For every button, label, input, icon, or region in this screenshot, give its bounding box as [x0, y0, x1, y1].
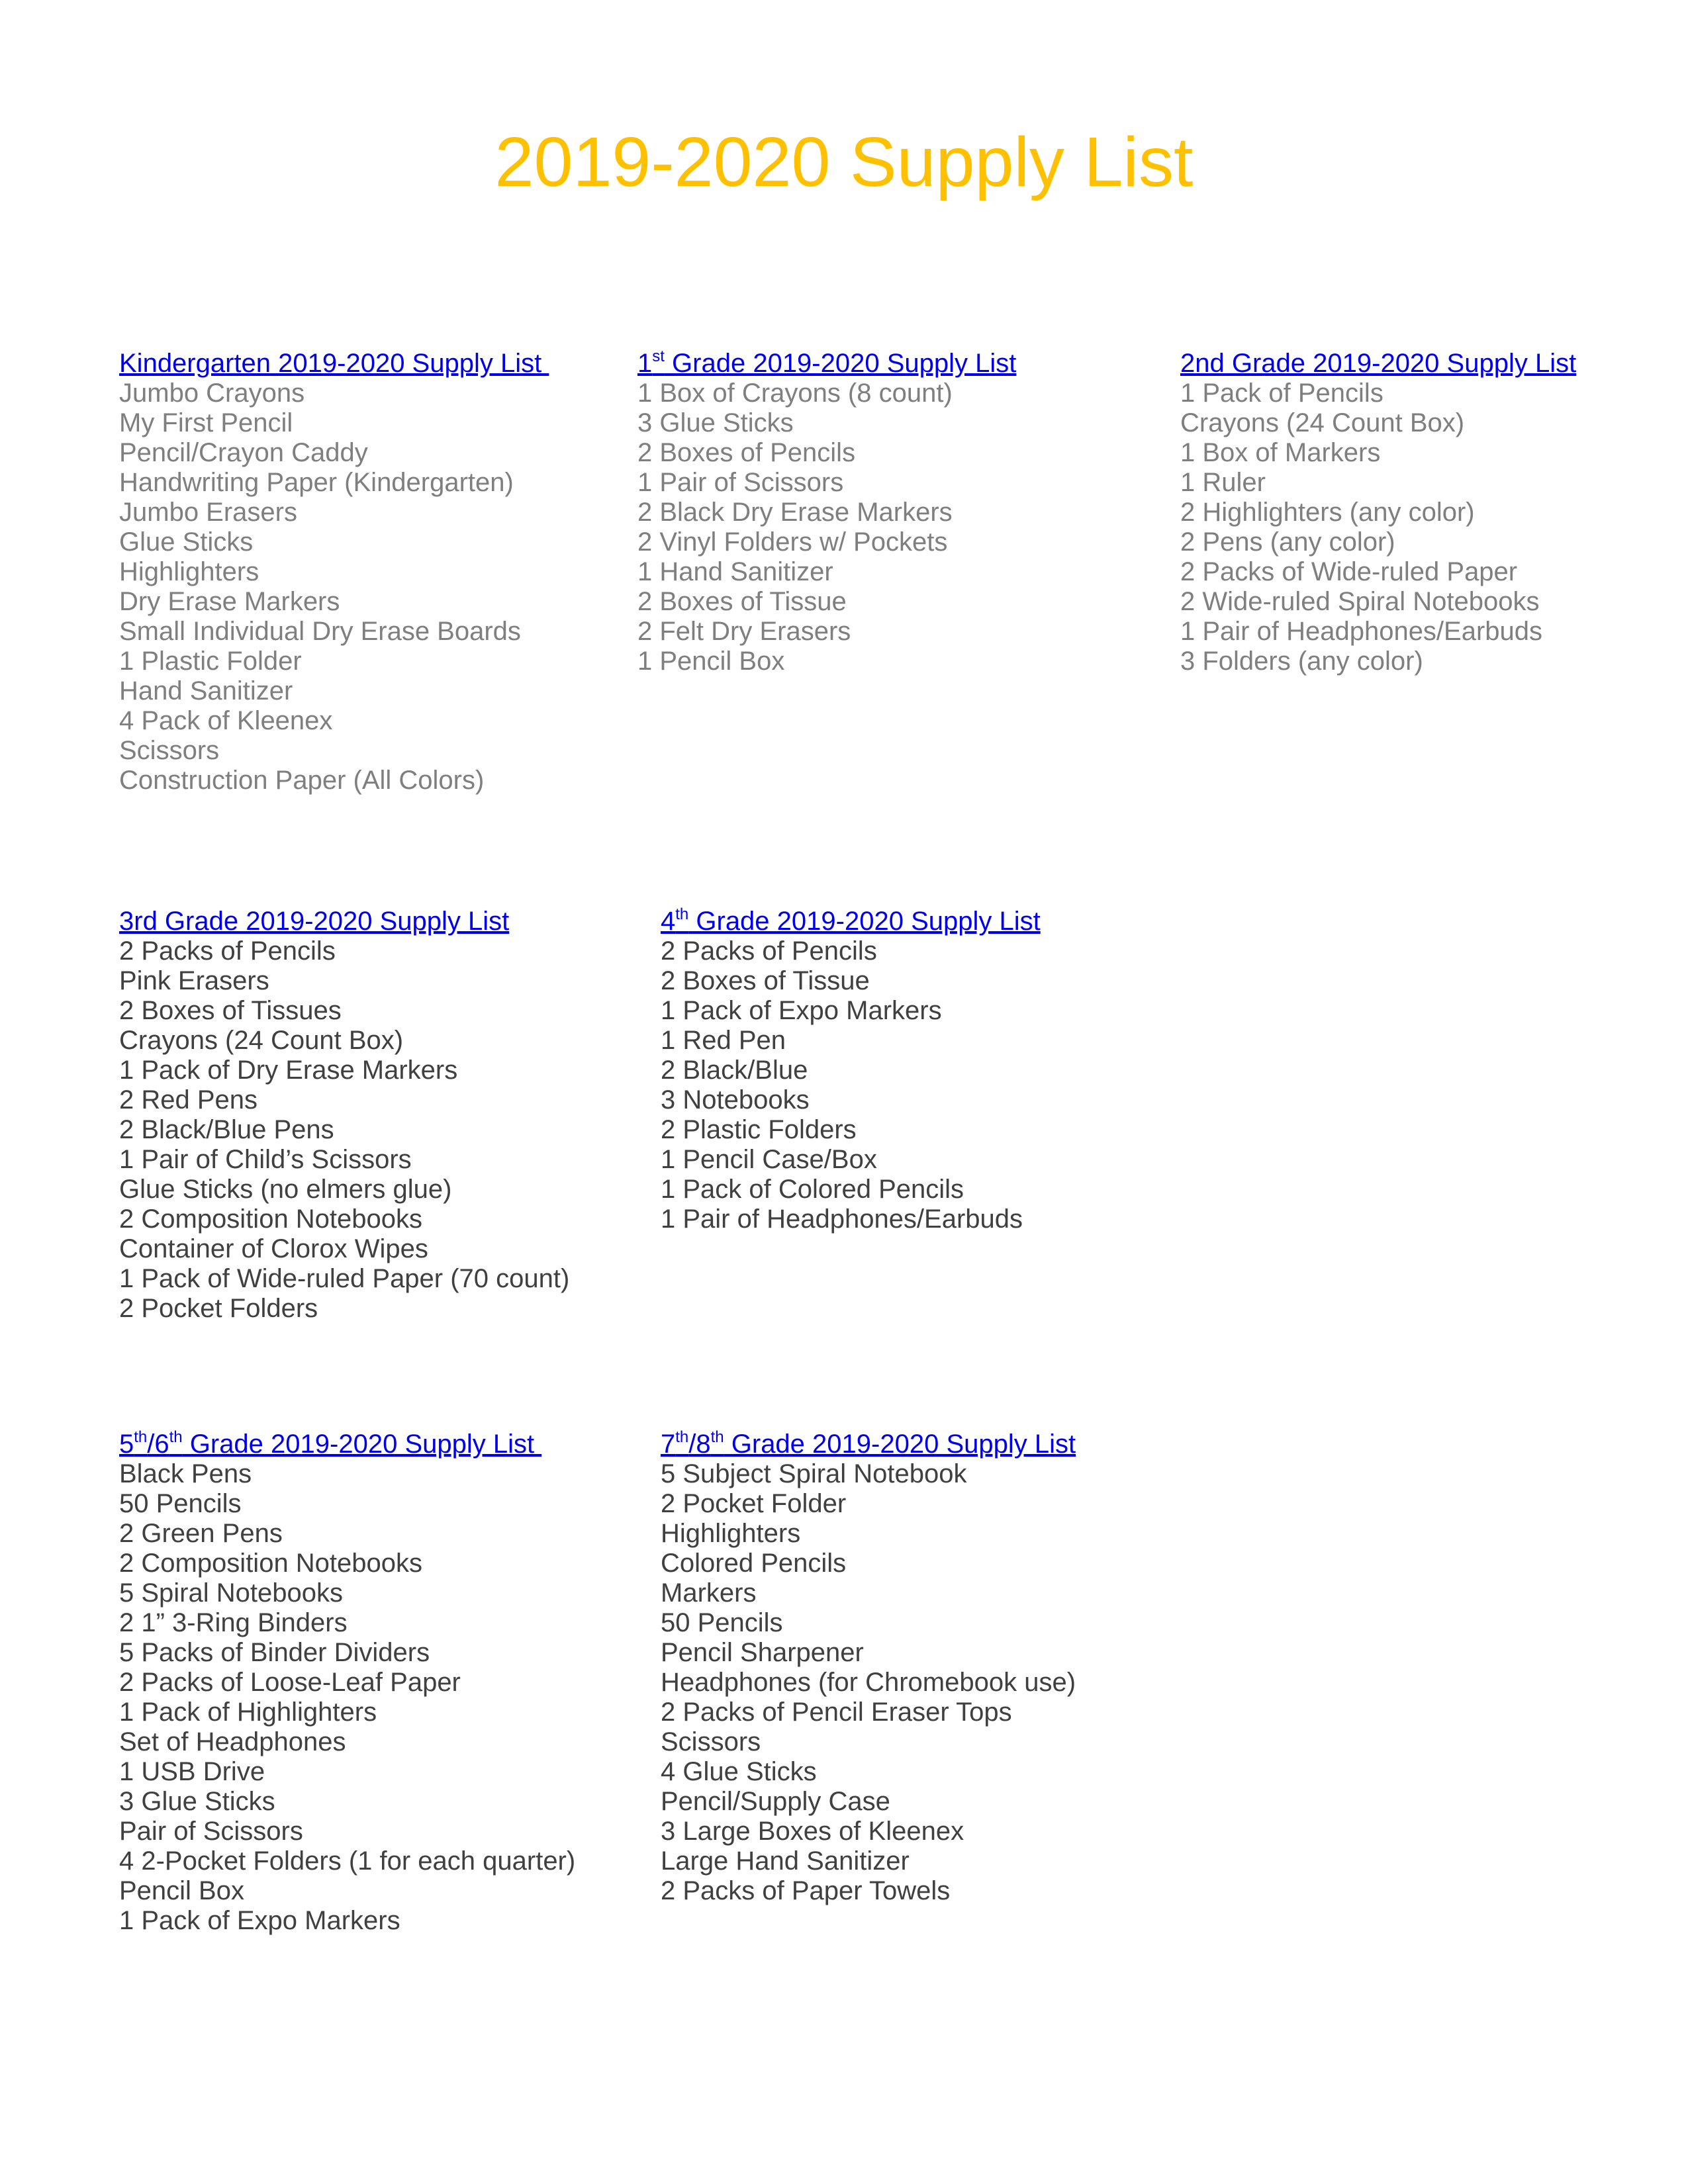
heading-number: 5: [119, 1430, 134, 1459]
supply-item: 2 1” 3-Ring Binders: [119, 1608, 348, 1637]
heading-ordinal-suffix: th: [675, 1428, 689, 1446]
heading-text: Grade 2019-2020 Supply List: [664, 349, 1017, 378]
grade-4-supply-list-link[interactable]: [661, 907, 1041, 936]
supply-item: 2 Boxes of Tissue: [661, 966, 870, 995]
heading-ordinal-suffix: th: [710, 1428, 724, 1446]
supply-item: 1 Pair of Headphones/Earbuds: [1180, 617, 1543, 646]
supply-item: 1 Pair of Child’s Scissors: [119, 1145, 412, 1174]
supply-item: 3 Large Boxes of Kleenex: [661, 1817, 964, 1846]
supply-item: Pink Erasers: [119, 966, 269, 995]
supply-item: 1 Pack of Dry Erase Markers: [119, 1056, 458, 1085]
supply-item: 1 Pack of Pencils: [1180, 379, 1383, 408]
grade-5-6-section: [119, 1430, 575, 1936]
grade-3-supply-list-link[interactable]: 3rd Grade 2019-2020 Supply List: [119, 907, 510, 936]
supply-item: 4 Glue Sticks: [661, 1757, 817, 1786]
supply-item: 3 Folders (any color): [1180, 647, 1423, 676]
supply-item: Scissors: [661, 1727, 761, 1756]
grade-3-supply-items: [119, 936, 569, 1324]
supply-item: Jumbo Erasers: [119, 498, 297, 527]
grade-1-supply-items: [637, 379, 1016, 676]
supply-item: 50 Pencils: [119, 1489, 242, 1518]
heading-number: /6: [147, 1430, 169, 1459]
supply-item: 2 Wide-ruled Spiral Notebooks: [1180, 587, 1540, 616]
kindergarten-section: [119, 349, 549, 796]
supply-item: Dry Erase Markers: [119, 587, 340, 616]
supply-item: 4 2-Pocket Folders (1 for each quarter): [119, 1846, 576, 1876]
supply-item: 1 Pack of Expo Markers: [119, 1906, 400, 1935]
supply-item: Container of Clorox Wipes: [119, 1234, 428, 1263]
heading-number: 4: [661, 907, 676, 936]
supply-item: 5 Spiral Notebooks: [119, 1578, 343, 1608]
supply-item: Pencil Sharpener: [661, 1638, 864, 1667]
heading-text: Grade 2019-2020 Supply List: [182, 1430, 542, 1459]
supply-item: 2 Black/Blue Pens: [119, 1115, 334, 1144]
supply-item: 1 Pack of Highlighters: [119, 1698, 377, 1727]
supply-item: 1 Red Pen: [661, 1026, 786, 1055]
supply-item: 2 Composition Notebooks: [119, 1549, 423, 1578]
heading-text: Grade 2019-2020 Supply List: [724, 1430, 1076, 1459]
supply-item: 1 Pair of Headphones/Earbuds: [661, 1205, 1023, 1234]
supply-item: Highlighters: [661, 1519, 801, 1548]
grade-7-8-supply-list-link[interactable]: [661, 1430, 1076, 1459]
supply-item: Handwriting Paper (Kindergarten): [119, 468, 514, 497]
supply-item: 3 Glue Sticks: [637, 408, 794, 437]
heading-number: /8: [688, 1430, 711, 1459]
grade-4-section: [661, 907, 1041, 1234]
supply-item: 50 Pencils: [661, 1608, 783, 1637]
supply-item: 2 Packs of Loose-Leaf Paper: [119, 1668, 461, 1697]
supply-item: 1 Plastic Folder: [119, 647, 302, 676]
supply-item: 1 Pair of Scissors: [637, 468, 844, 497]
supply-item: 5 Packs of Binder Dividers: [119, 1638, 430, 1667]
supply-item: Pencil/Supply Case: [661, 1787, 890, 1816]
kindergarten-supply-list-link[interactable]: Kindergarten 2019-2020 Supply List: [119, 349, 549, 378]
supply-item: Pair of Scissors: [119, 1817, 303, 1846]
grade-4-supply-items: [661, 936, 1041, 1234]
supply-item: 1 Pack of Wide-ruled Paper (70 count): [119, 1264, 570, 1293]
supply-item: 1 Pack of Expo Markers: [661, 996, 942, 1025]
heading-ordinal-suffix: th: [169, 1428, 183, 1446]
supply-item: Black Pens: [119, 1459, 252, 1488]
supply-item: Markers: [661, 1578, 757, 1608]
supply-item: Headphones (for Chromebook use): [661, 1668, 1076, 1697]
grade-1-supply-list-link[interactable]: [637, 349, 1016, 379]
supply-item: 1 USB Drive: [119, 1757, 265, 1786]
supply-item: 1 Ruler: [1180, 468, 1266, 497]
supply-item: 2 Pens (any color): [1180, 527, 1395, 557]
supply-item: Crayons (24 Count Box): [1180, 408, 1465, 437]
supply-item: 2 Felt Dry Erasers: [637, 617, 851, 646]
grade-3-section: [119, 907, 569, 1324]
grade-5-6-supply-items: [119, 1459, 575, 1936]
supply-item: 1 Pack of Colored Pencils: [661, 1175, 964, 1204]
grade-7-8-supply-items: [661, 1459, 1076, 1906]
supply-item: 2 Packs of Pencil Eraser Tops: [661, 1698, 1012, 1727]
supply-item: 3 Glue Sticks: [119, 1787, 275, 1816]
supply-item: 2 Black Dry Erase Markers: [637, 498, 953, 527]
heading-ordinal-suffix: th: [675, 905, 689, 923]
supply-item: 5 Subject Spiral Notebook: [661, 1459, 967, 1488]
supply-item: 2 Boxes of Pencils: [637, 438, 856, 467]
supply-item: 2 Packs of Pencils: [119, 936, 336, 966]
kindergarten-supply-items: [119, 379, 549, 796]
supply-item: Scissors: [119, 736, 220, 765]
supply-item: 1 Hand Sanitizer: [637, 557, 833, 586]
supply-item: Colored Pencils: [661, 1549, 847, 1578]
heading-text: Grade 2019-2020 Supply List: [688, 907, 1041, 936]
heading-ordinal-suffix: st: [652, 347, 665, 365]
heading-number: 1: [637, 349, 653, 378]
supply-item: 2 Packs of Pencils: [661, 936, 877, 966]
supply-item: Set of Headphones: [119, 1727, 346, 1756]
supply-item: Pencil/Crayon Caddy: [119, 438, 368, 467]
supply-item: 4 Pack of Kleenex: [119, 706, 333, 735]
supply-item: 2 Packs of Paper Towels: [661, 1876, 951, 1905]
supply-item: Small Individual Dry Erase Boards: [119, 617, 521, 646]
supply-item: 2 Green Pens: [119, 1519, 283, 1548]
supply-item: Glue Sticks: [119, 527, 254, 557]
supply-item: 1 Box of Markers: [1180, 438, 1381, 467]
supply-item: 2 Plastic Folders: [661, 1115, 857, 1144]
grade-2-supply-items: [1180, 379, 1576, 676]
supply-item: Highlighters: [119, 557, 259, 586]
supply-item: 2 Boxes of Tissues: [119, 996, 342, 1025]
grade-2-section: [1180, 349, 1576, 676]
supply-item: 1 Box of Crayons (8 count): [637, 379, 953, 408]
supply-item: 2 Composition Notebooks: [119, 1205, 423, 1234]
supply-item: Crayons (24 Count Box): [119, 1026, 404, 1055]
supply-item: 2 Pocket Folders: [119, 1294, 318, 1323]
supply-item: Hand Sanitizer: [119, 676, 293, 705]
heading-ordinal-suffix: th: [134, 1428, 148, 1446]
grade-2-supply-list-link[interactable]: 2nd Grade 2019-2020 Supply List: [1180, 349, 1577, 378]
supply-item: Pencil Box: [119, 1876, 244, 1905]
grade-7-8-section: [661, 1430, 1076, 1906]
supply-item: 2 Packs of Wide-ruled Paper: [1180, 557, 1518, 586]
supply-item: 1 Pencil Box: [637, 647, 785, 676]
heading-number: 7: [661, 1430, 676, 1459]
supply-item: My First Pencil: [119, 408, 293, 437]
supply-item: 2 Highlighters (any color): [1180, 498, 1475, 527]
supply-item: 2 Vinyl Folders w/ Pockets: [637, 527, 948, 557]
supply-item: 2 Boxes of Tissue: [637, 587, 847, 616]
supply-item: Glue Sticks (no elmers glue): [119, 1175, 452, 1204]
grade-5-6-supply-list-link[interactable]: [119, 1430, 575, 1459]
supply-item: Construction Paper (All Colors): [119, 766, 485, 795]
supply-item: 2 Red Pens: [119, 1085, 258, 1115]
supply-item: 3 Notebooks: [661, 1085, 810, 1115]
supply-item: Large Hand Sanitizer: [661, 1846, 910, 1876]
grade-1-section: [637, 349, 1016, 676]
supply-item: 2 Black/Blue: [661, 1056, 808, 1085]
page-title: 2019-2020 Supply List: [494, 123, 1194, 201]
supply-item: Jumbo Crayons: [119, 379, 305, 408]
supply-item: 2 Pocket Folder: [661, 1489, 847, 1518]
supply-item: 1 Pencil Case/Box: [661, 1145, 877, 1174]
